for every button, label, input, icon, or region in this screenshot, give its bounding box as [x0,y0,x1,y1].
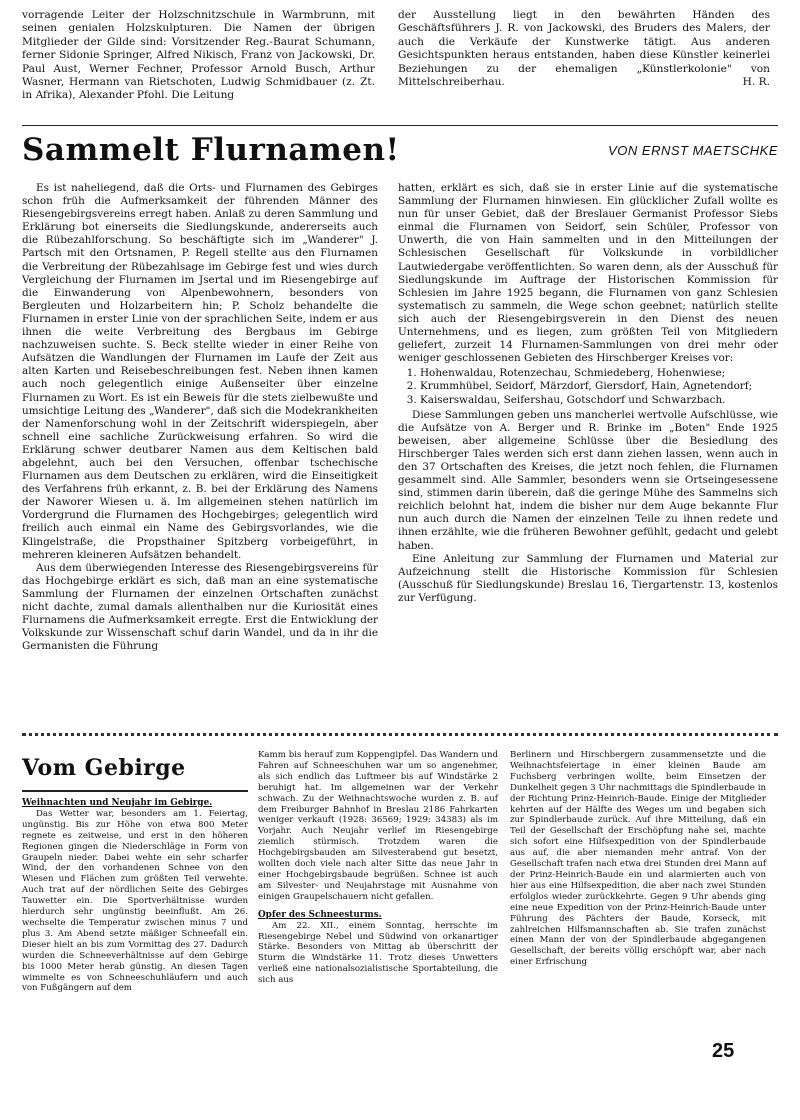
top-signature: H. R. [742,76,770,89]
article-right-column [398,182,778,605]
article-title: Sammelt Flurnamen! [22,132,400,168]
page-number: 25 [712,1040,735,1062]
section-title: Vom Gebirge [22,755,186,781]
news-subheading: Opfer des Schneesturms. [258,909,382,920]
article-paragraph: Eine Anleitung zur Sammlung der Flurnamen und Material zur Aufzeichnung stellt die Historische Kommission für Schlesien (Ausschuß für Siedlungskunde) Breslau 16, Tiergartenstr. 13, kostenlos zur Verfügung. [398,552,778,604]
news-paragraph: Das Wetter war, besonders am 1. Feiertag, ungünstig. Bis zur Höhe von etwa 800 Meter regnete es zeitweise, und erst in den höheren Regionen gingen die Niederschläge in Form von Graupeln nieder. Dabei wehte ein sehr scharfer Wind, der den vorhandenen Schnee von den Wiesen und Flächen zum größten Teil verwehte. Auch trat auf der nördlichen Seite des Gebirges Tauwetter ein. Die Sportverhältnisse wurden hierdurch sehr ungünstig beeinflußt. Am 26. wechselte die Temperatur zwischen minus 7 und plus 3. Am Abend setzte mäßiger Schneefall ein. Dieser hielt an bis zum Vormittag des 27. Dadurch wurden die Schneeverhältnisse auf dem Gebirge bis 1000 Meter herab günstig. An diesen Tagen wimmelte es von Schneeschuhläufern und auch von Fußgängern auf dem [22,808,248,994]
section-divider [22,733,778,736]
list-item: 2. Krummhübel, Seidorf, Märzdorf, Giersdorf, Hain, Agnetendorf; [420,380,778,393]
article-paragraph: Diese Sammlungen geben uns mancherlei wertvolle Aufschlüsse, wie die Aufsätze von A. Berger und R. Brinke im „Boten" Ende 1925 beweisen, aber allgemeine Schlüsse über die Besiedlung des Hirschberger Tales werden sich erst dann ziehen lassen, wenn auch in den 37 Ortschaften des Kreises, die jetzt noch fehlen, die Flurnamen gesammelt sind. Alle Sammler, besonders wenn sie Ortseingesessene sind, stimmen darin überein, daß die geringe Mühe des Sammelns sich reichlich belohnt hat, indem die bisher nur dem Auge bekannte Flur nun auch durch die Namen der einzelnen Teile zu ihnen redete und ihnen erzählte, wie die früheren Bewohner gefühlt, gedacht und gelebt haben. [398,408,778,552]
top-left-continuation: vorragende Leiter der Holzschnitzschule in Warmbrunn, mit seinen genialen Holzskulpturen. Die Namen der übrigen Mitglieder der Gilde sind: Vorsitzender Reg.-Baurat Schumann, ferner Sidonie Springer, Alfred Nikisch, Franz von Jackowski, Dr. Paul Aust, Werner Fechner, Professor Arnold Busch, Arthur Wasner, Hermann van Rietschoten, Ludwig Schmidbauer (z. Zt. in Afrika), Alexander Pfohl. Die Leitung [22,9,375,102]
article-author: VON ERNST MAETSCHKE [608,143,778,158]
list-item: 1. Hohenwaldau, Rotenzechau, Schmiedeberg, Hohenwiese; [420,367,778,380]
news-column-3 [510,750,766,968]
section-title-rule [22,790,248,792]
top-right-continuation [398,9,770,89]
news-column-1 [22,798,248,994]
news-paragraph: Berlinern und Hirschbergern zusammensetzte und die Weihnachtsfeiertage in einer kleinen Baude am Fuchsberg verbringen wollte, beim Einsetzen der Dunkelheit gegen 3 Uhr nachmittags die Spindlerbaude in der Richtung Prinz-Heinrich-Baude. Einige der Mitglieder kehrten auf der Hälfte des Weges um und begaben sich zur Spindlerbaude zurück. Auf ihre Mitteilung, daß ein Teil der Gesellschaft der Erschöpfung nahe sei, machte sich sofort eine Hilfsexpedition von der Spindlerbaude aus auf, die aber niemanden mehr antraf. Von der Gesellschaft trafen nach etwa drei Stunden drei Mann auf der Prinz-Heinrich-Baude ein und alarmierten auch von hier aus eine Hilfsexpedition, die aber nach zwei Stunden erfolglos wieder zurückkehrte. Gegen 9 Uhr abends ging eine neue Expedition von der Prinz-Heinrich-Baude unter Führung des Pächters der Baude, Korseck, mit zahlreichen Hilfsmannschaften ab. Sie trafen zunächst einen Mann der von der Spindlerbaude abgegangenen Gesellschaft, der bereits völlig erschöpft war, aber nach einer Erfrischung [510,750,766,968]
list-item: 3. Kaiserswaldau, Seifershau, Gotschdorf und Schwarzbach. [420,394,778,407]
village-list [398,367,778,406]
news-paragraph: Am 22. XII., einem Sonntag, herrschte im Riesengebirge Nebel und Südwind von orkanartiger Stärke. Besonders von Mittag ab überschritt der Sturm die Windstärke 11. Trotz dieses Unwetters verließ eine nationalsozialistische Sportabteilung, die sich aus [258,920,498,986]
news-subheading: Weihnachten und Neujahr im Gebirge. [22,798,213,808]
article-left-column [22,182,378,653]
article-paragraph: Es ist naheliegend, daß die Orts- und Flurnamen des Gebirges schon früh die Aufmerksamkeit der führenden Männer des Riesengebirgsvereins erregt haben. Anlaß zu deren Sammlung und Erklärung bot einerseits die Siedlungskunde, andererseits auch die Rübezahlforschung. So beschäftigte sich im „Wanderer" J. Partsch mit den Ortsnamen, P. Regell stellte aus den Flurnamen die Verbreitung der Rübezahlsage im Gebirge fest und wies durch Vergleichung der Flurnamen im Jsertal und im Riesengebirge auf die Einwanderung von Alpenbewohnern, besonders von Bergleuten und Holzarbeitern hin; P. Scholz behandelte die Flurnamen in erster Linie von der sprachlichen Seite, indem er aus ihnen die weite Verbreitung des Bergbaus im Gebirge nachzuweisen suchte. S. Beck stellte wieder in einer Reihe von Aufsätzen die Wandlungen der Flurnamen im Laufe der Zeit aus alten Karten und Reisebeschreibungen fest. Neben ihnen kamen auch noch gelegentlich einige Außenseiter über einzelne Flurnamen zu Wort. Es ist ein Beweis für die stets zielbewußte und umsichtige Leitung des „Wanderer", daß sich die Modekrankheiten der Namenforschung wohl in der Zeitschrift widerspiegeln, aber schnell eine sachliche Zurückweisung erfahren. So wird die Erklärung schwer deutbarer Namen aus dem Keltischen bald abgelehnt, auch bei den Versuchen, offenbar tschechische Flurnamen aus dem Deutschen zu erklären, wird die Einseitigkeit des Verfahrens früh erkannt, z. B. bei der Erklärung des Namens der Naworer Wiesen u. ä. Im allgemeinen stehen natürlich im Vordergrund die Flurnamen des Hochgebirges; gelegentlich wird freilich auch einmal ein Name des Gebirgsvorlandes, wie die Klingelstraße, die Propsthainer Spitzberg vorbeigeführt, in mehreren kleineren Aufsätzen behandelt. [22,182,378,561]
news-column-2 [258,750,498,986]
header-rule [22,125,778,126]
news-paragraph: Kamm bis herauf zum Koppengipfel. Das Wandern und Fahren auf Schneeschuhen war um so angenehmer, als sich endlich das Luftmeer bis auf Windstärke 2 beruhigt hat. Im allgemeinen war der Verkehr schwach. Zu der Weihnachtswoche wurden z. B. auf dem Freiburger Bahnhof in Breslau 2186 Fahrkarten weniger verkauft (1928: 36569; 1929: 34383) als im Vorjahr. Auch Neujahr verlief im Riesengebirge ziemlich stürmisch. Trotzdem waren die Hochgebirgsbauden am Silvesterabend gut besetzt, wollten doch viele nach alter Sitte das neue Jahr in einer Hochgebirgsbaude begrüßen. Schnee ist auch am Silvester- und Neujahrstage mit Ausnahme von einigen Graupelschauern nicht gefallen. [258,750,498,902]
article-paragraph: hatten, erklärt es sich, daß sie in erster Linie auf die systematische Sammlung der Flurnamen hinwiesen. Ein glücklicher Zufall wollte es nun für unser Gebiet, daß der Breslauer Germanist Professor Siebs einmal die Flurnamen von Seidorf, sein Schüler, Professor von Unwerth, die von Hain sammelten und in den Mitteilungen der Schlesischen Gesellschaft für Volkskunde in vorbildlicher Lautwiedergabe veröffentlichten. So waren denn, als der Ausschuß für Siedlungskunde im Auftrage der Historischen Kommission für Schlesien im Jahre 1925 begann, die Flurnamen von ganz Schlesien systematisch zu sammeln, die Wege schon geebnet; natürlich stellte sich auch der Riesengebirgsverein in den Dienst des neuen Unternehmens, und es liegen, zum größten Teil von Mitgliedern geliefert, zurzeit 14 Flurnamen-Sammlungen von drei mehr oder weniger geschlossenen Gebieten des Hirschberger Kreises vor: [398,182,778,365]
article-paragraph: Aus dem überwiegenden Interesse des Riesengebirgsvereins für das Hochgebirge erklärt es sich, daß man an eine systematische Sammlung der Flurnamen der einzelnen Ortschaften zunächst nicht dachte, zumal damals allenthalben nur die Kuriosität eines Flurnamens die Aufmerksamkeit erregte. Erst die Entwicklung der Volkskunde zur Wissenschaft schuf darin Wandel, und da in ihr die Germanisten die Führung [22,561,378,653]
top-right-text: der Ausstellung liegt in den bewährten Händen des Geschäftsführers J. R. von Jackowski, des Bruders des Malers, der auch die Verkäufe der Kunstwerke tätigt. Aus anderen Gesichtspunkten heraus entstanden, haben diese Künstler keinerlei Beziehungen zu der ehemaligen „Künstlerkolonie" von Mittelschreiberhau. [398,9,770,89]
